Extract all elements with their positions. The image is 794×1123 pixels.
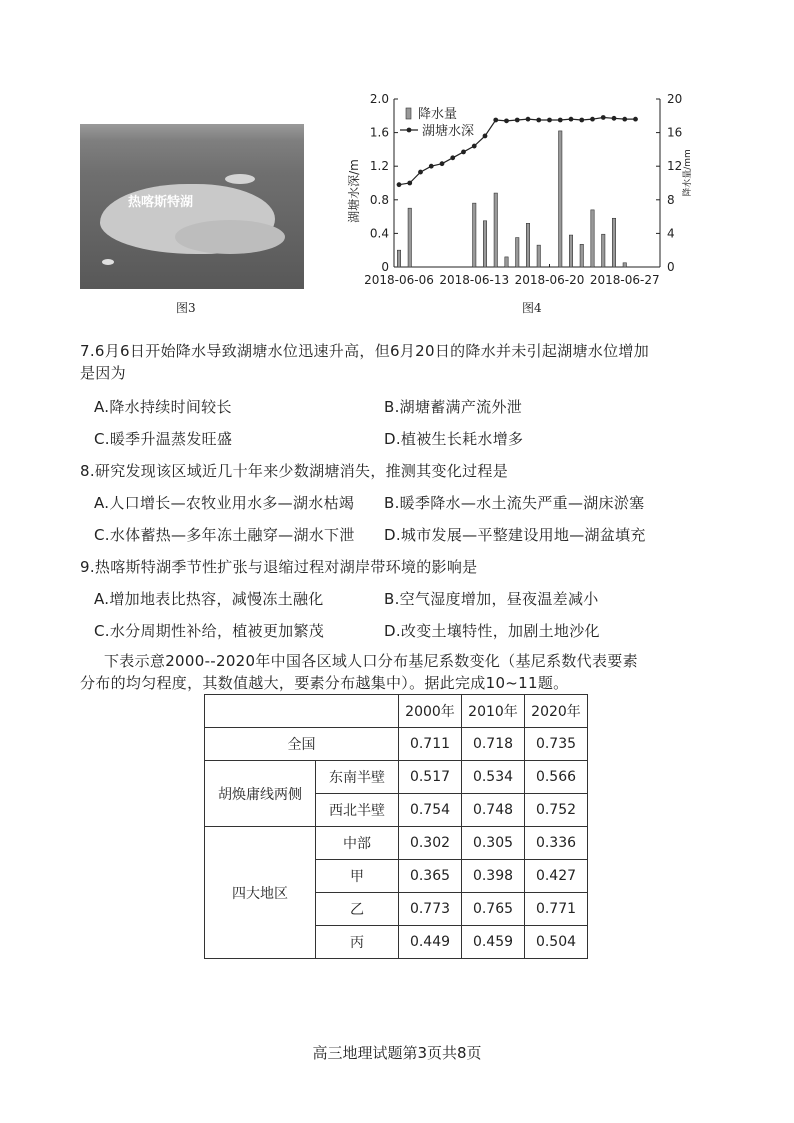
table-header-row	[205, 695, 588, 728]
table-cell: 0.336	[525, 827, 588, 860]
depth-point	[397, 182, 402, 187]
table-cell: 0.765	[462, 893, 525, 926]
precipitation-bar	[526, 223, 529, 267]
depth-point	[612, 116, 617, 121]
precipitation-bar	[612, 218, 615, 267]
legend-label-precipitation: 降水量	[418, 107, 458, 122]
gini-table	[204, 694, 588, 959]
question-7-line-2: 是因为	[80, 364, 126, 382]
q8-option-c: C.水体蓄热—多年冻土融穿—湖水下泄	[94, 526, 355, 544]
q7-option-b: B.湖塘蓄满产流外泄	[384, 398, 523, 416]
year-2000-header: 2000年	[399, 695, 462, 728]
table-cell: 0.711	[399, 728, 462, 761]
figure4-caption: 图4	[522, 301, 542, 315]
table-row	[205, 728, 588, 761]
depth-point	[547, 118, 552, 123]
table-cell: 0.534	[462, 761, 525, 794]
q9-option-c: C.水分周期性补给，植被更加繁茂	[94, 622, 325, 640]
table-cell: 0.718	[462, 728, 525, 761]
legend-point-swatch	[407, 128, 412, 133]
x-tick-label: 2018-06-27	[589, 273, 660, 287]
left-tick-label: 1.2	[369, 159, 389, 174]
table-intro	[80, 650, 720, 694]
chart-legend	[400, 106, 474, 139]
depth-point	[601, 115, 606, 120]
precipitation-bar	[473, 203, 476, 267]
group-label-hu-line: 胡焕庸线两侧	[205, 761, 316, 827]
table-cell: 0.449	[399, 926, 462, 959]
depth-point	[440, 161, 445, 166]
depth-point	[450, 155, 455, 160]
precipitation-bar	[516, 238, 519, 267]
left-tick-label: 0.8	[369, 192, 389, 207]
precipitation-bar	[591, 210, 594, 267]
right-tick-label: 20	[667, 92, 683, 106]
right-tick-label: 8	[667, 192, 675, 207]
q7-option-d: D.植被生长耗水增多	[384, 430, 524, 448]
row-label-national: 全国	[205, 728, 399, 761]
legend-label-depth: 湖塘水深	[422, 124, 475, 139]
right-axis-title: 降水量/mm	[683, 149, 693, 197]
group-label-four-regions: 四大地区	[205, 827, 316, 959]
table-cell: 0.504	[525, 926, 588, 959]
legend-bar-swatch	[406, 108, 411, 119]
table-row	[205, 761, 588, 794]
year-2010-header: 2010年	[462, 695, 525, 728]
x-tick-label: 2018-06-20	[514, 273, 585, 287]
table-cell: 0.365	[399, 860, 462, 893]
row-label-jia: 甲	[316, 860, 399, 893]
row-label-southeast: 东南半壁	[316, 761, 399, 794]
depth-point	[569, 117, 574, 122]
precipitation-bar	[623, 263, 626, 267]
table-cell: 0.771	[525, 893, 588, 926]
right-tick-label: 4	[667, 226, 675, 241]
table-cell: 0.773	[399, 893, 462, 926]
table-cell: 0.302	[399, 827, 462, 860]
q8-option-d: D.城市发展—平整建设用地—湖盆填充	[384, 526, 646, 544]
left-tick-label: 1.6	[369, 125, 389, 140]
question-7-line-1: 7.6月6日开始降水导致湖塘水位迅速升高，但6月20日的降水并未引起湖塘水位增加	[80, 342, 650, 360]
depth-point	[472, 144, 477, 149]
precipitation-bar	[494, 193, 497, 267]
depth-point	[579, 118, 584, 123]
precipitation-bar	[397, 250, 400, 267]
q9-option-a: A.增加地表比热容，减慢冻土融化	[94, 590, 324, 608]
depth-point	[526, 117, 531, 122]
q8-option-b: B.暖季降水—水土流失严重—湖床淤塞	[384, 494, 645, 512]
q9-option-d: D.改变土壤特性，加剧土地沙化	[384, 622, 600, 640]
question-8-stem: 8.研究发现该区域近几十年来少数湖塘消失，推测其变化过程是	[80, 462, 509, 480]
intro-line-2: 分布的均匀程度，其数值越大，要素分布越集中）。据此完成10~11题。	[80, 674, 569, 692]
row-label-northwest: 西北半壁	[316, 794, 399, 827]
table-cell: 0.427	[525, 860, 588, 893]
row-label-yi: 乙	[316, 893, 399, 926]
precipitation-bar	[537, 245, 540, 267]
precipitation-bar	[483, 221, 486, 267]
precipitation-bar	[408, 208, 411, 267]
q7-option-a: A.降水持续时间较长	[94, 398, 232, 416]
x-tick-label: 2018-06-06	[364, 273, 434, 287]
precipitation-bar	[559, 131, 562, 267]
right-tick-label: 12	[667, 159, 683, 174]
left-tick-label: 0.4	[369, 226, 389, 241]
table-cell: 0.754	[399, 794, 462, 827]
q8-option-a: A.人口增长—农牧业用水多—湖水枯竭	[94, 494, 355, 512]
precipitation-bar	[580, 244, 583, 267]
depth-point	[483, 134, 488, 139]
photo-label: 热喀斯特湖	[128, 195, 194, 210]
left-tick-label: 0	[381, 260, 389, 274]
table-cell: 0.735	[525, 728, 588, 761]
year-2020-header: 2020年	[525, 695, 588, 728]
table-corner-cell	[205, 695, 399, 728]
table-cell: 0.517	[399, 761, 462, 794]
depth-point	[622, 117, 627, 122]
table-cell: 0.566	[525, 761, 588, 794]
table-row	[205, 827, 588, 860]
depth-point	[558, 118, 563, 123]
depth-point	[418, 170, 423, 175]
figure4-chart	[340, 88, 700, 298]
right-tick-label: 16	[667, 125, 683, 140]
table-cell: 0.305	[462, 827, 525, 860]
precipitation-bar	[602, 234, 605, 267]
page-footer: 高三地理试题第3页共8页	[312, 1044, 482, 1062]
q7-option-c: C.暖季升温蒸发旺盛	[94, 430, 233, 448]
question-9-stem: 9.热喀斯特湖季节性扩张与退缩过程对湖岸带环境的影响是	[80, 558, 478, 576]
table-cell: 0.752	[525, 794, 588, 827]
right-tick-label: 0	[667, 260, 675, 274]
left-tick-label: 2.0	[369, 92, 389, 106]
depth-point	[429, 164, 434, 169]
precipitation-bar	[505, 257, 508, 267]
depth-point	[504, 118, 509, 123]
table-cell: 0.459	[462, 926, 525, 959]
q9-option-b: B.空气湿度增加，昼夜温差减小	[384, 590, 599, 608]
intro-line-1: 下表示意2000--2020年中国各区域人口分布基尼系数变化（基尼系数代表要素	[104, 652, 638, 670]
question-7-stem	[80, 340, 720, 384]
x-tick-label: 2018-06-13	[439, 273, 510, 287]
table-cell: 0.398	[462, 860, 525, 893]
figure3-caption: 图3	[176, 301, 196, 315]
depth-point	[633, 117, 638, 122]
depth-point	[461, 150, 466, 155]
lake-photo	[80, 124, 304, 289]
depth-point	[515, 118, 520, 123]
table-cell: 0.748	[462, 794, 525, 827]
precipitation-bar	[569, 235, 572, 267]
depth-point	[590, 117, 595, 122]
row-label-bing: 丙	[316, 926, 399, 959]
row-label-central: 中部	[316, 827, 399, 860]
precipitation-bars	[397, 131, 626, 267]
left-axis-title: 湖塘水深/m	[347, 159, 361, 223]
depth-point	[407, 181, 412, 186]
depth-point	[493, 118, 498, 123]
depth-point	[536, 118, 541, 123]
